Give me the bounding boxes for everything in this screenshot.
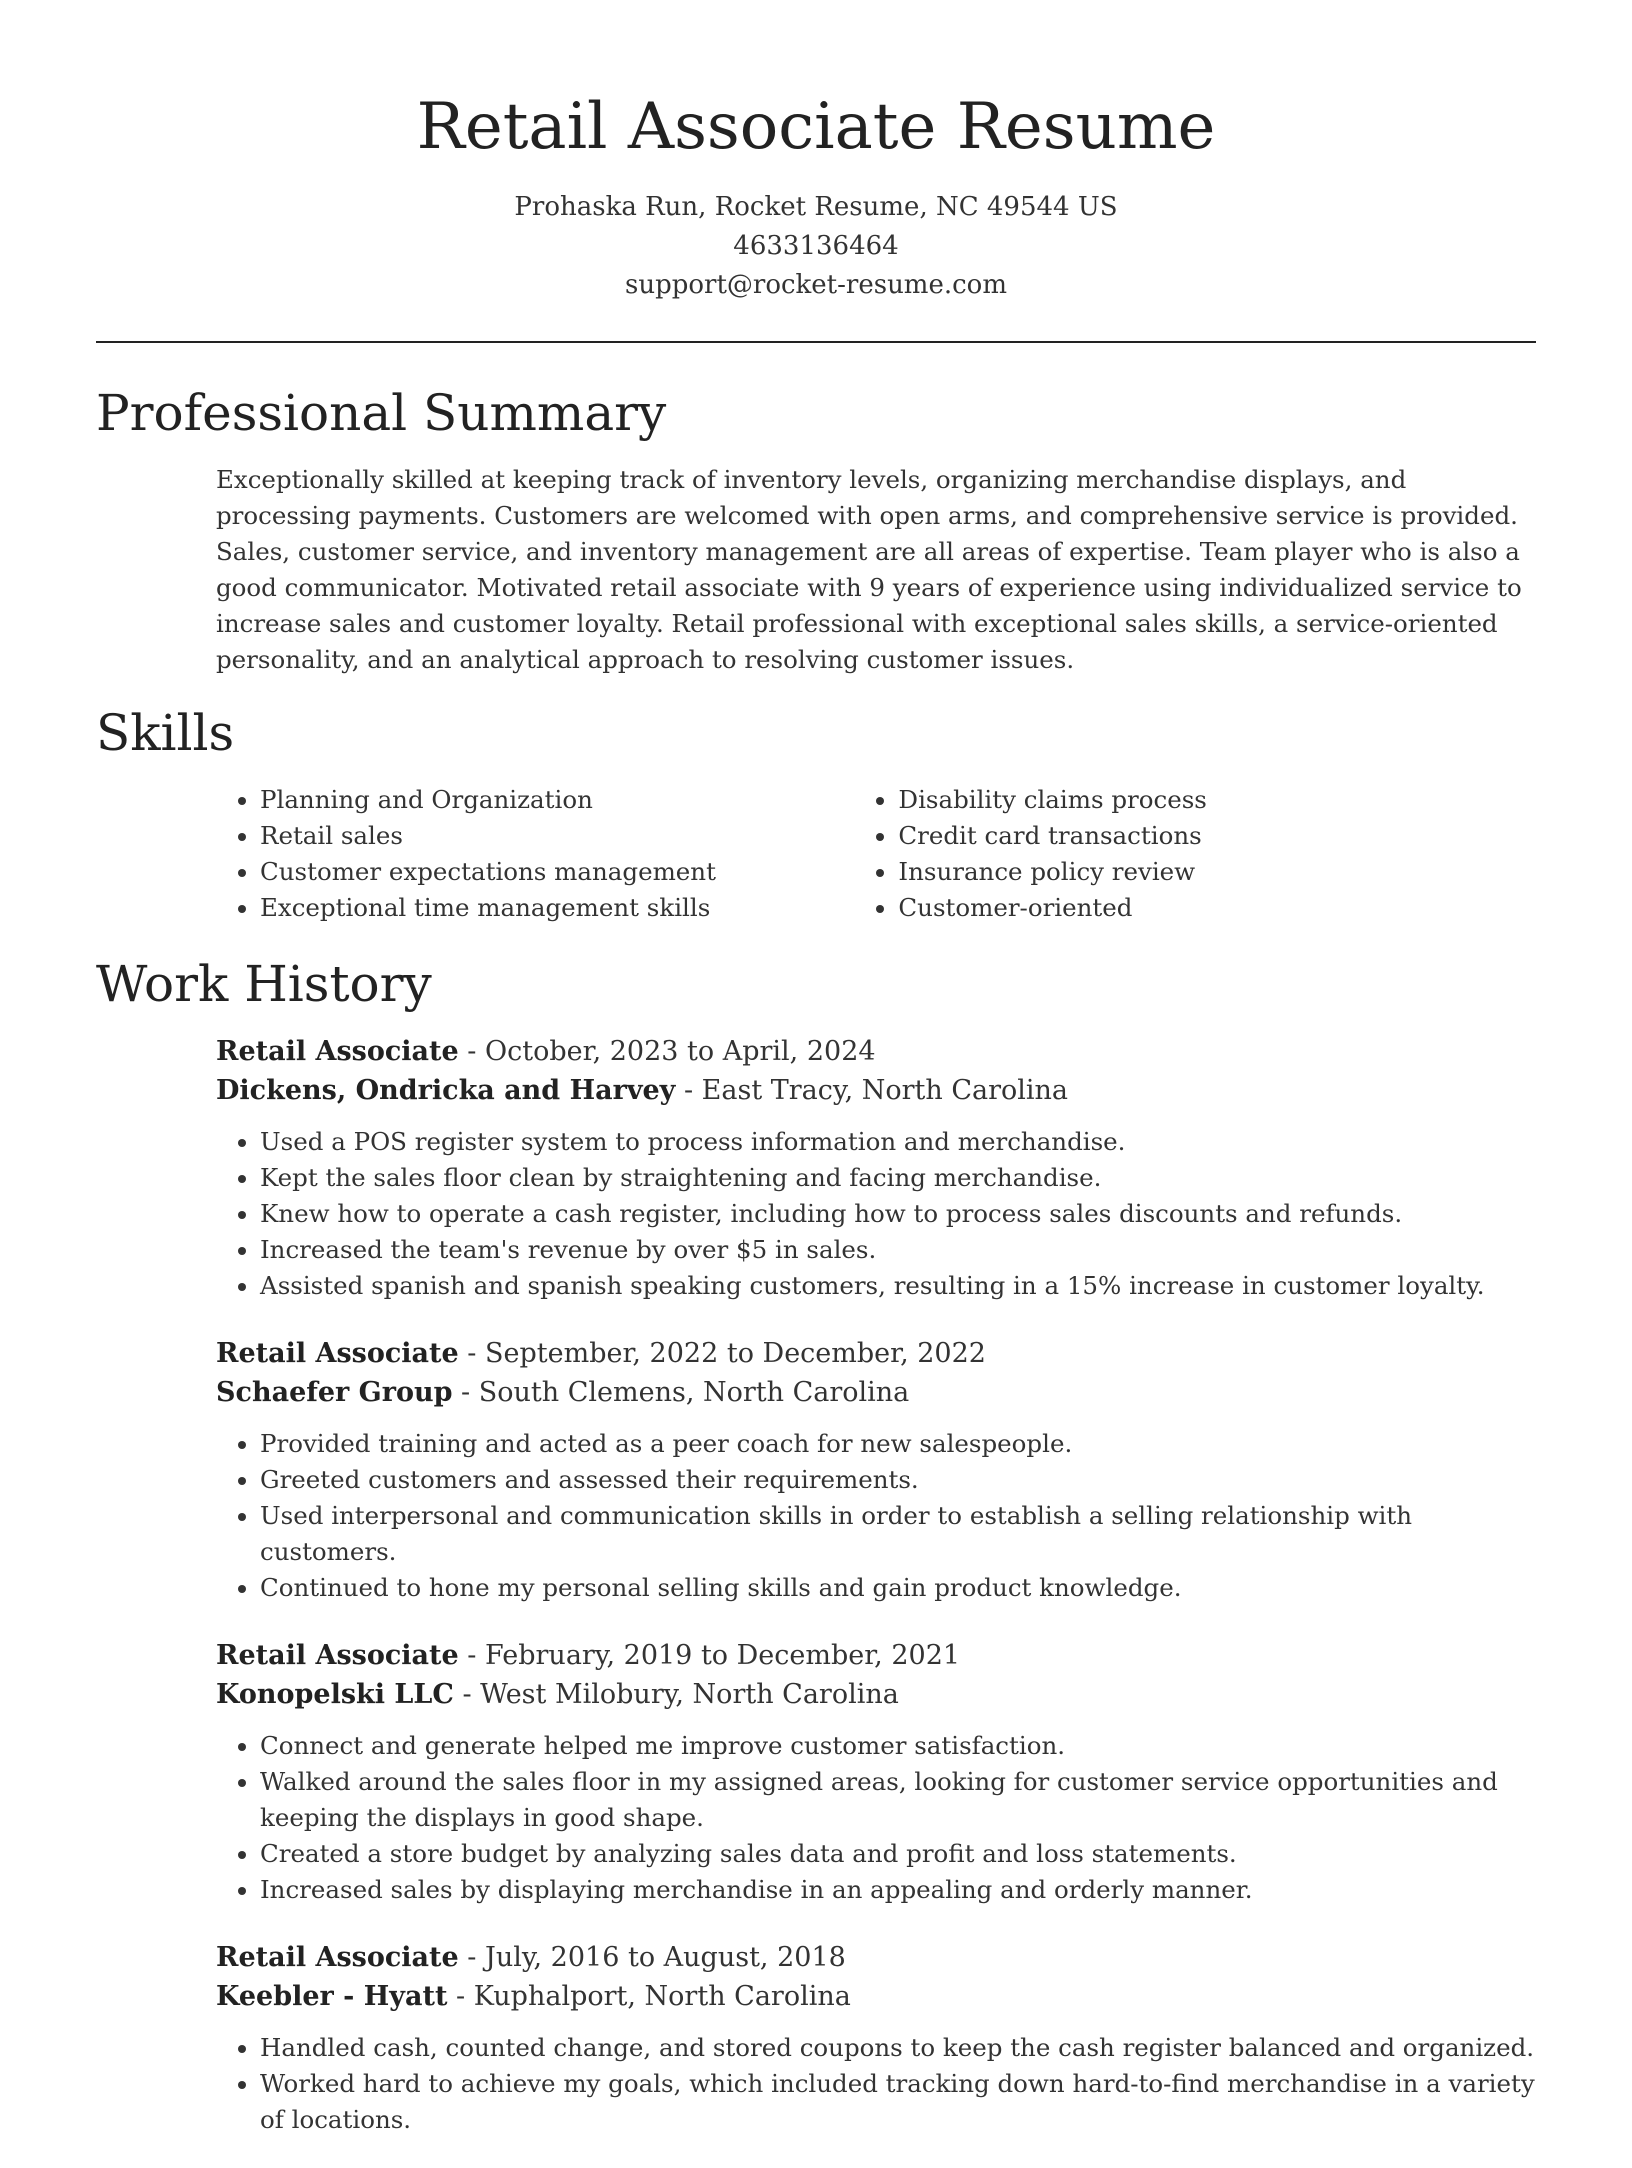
- job-company: Keebler - Hyatt: [216, 1981, 448, 2012]
- job-bullet: • Continued to hone my personal selling skills and gain product knowledge.: [260, 1570, 1536, 1606]
- work-history-section: [216, 1032, 1536, 2168]
- job-company: Dickens, Ondricka and Harvey: [216, 1075, 676, 1106]
- skill-item: • Insurance policy review: [898, 854, 1536, 890]
- job-entry: [216, 1636, 1536, 1908]
- job-bullet: • Provided training and acted as a peer coach for new salespeople.: [260, 1426, 1536, 1462]
- job-title: Retail Associate: [216, 1640, 459, 1671]
- job-bullet: • Connect and generate helped me improve customer satisfaction.: [260, 1728, 1536, 1764]
- job-title-line: Retail Associate - October, 2023 to April, 2024: [216, 1036, 876, 1067]
- job-entry: [216, 1032, 1536, 1304]
- job-location: West Milobury, North Carolina: [480, 1679, 899, 1710]
- job-entry: [216, 1938, 1536, 2138]
- contact-email: support@rocket-resume.com: [624, 270, 1007, 300]
- summary-heading: Professional Summary: [96, 384, 667, 442]
- job-bullets: [216, 1728, 1536, 1908]
- job-bullets: [216, 1426, 1536, 1606]
- job-bullet: • Used a POS register system to process information and merchandise.: [260, 1124, 1536, 1160]
- job-bullet: • Created a store budget by analyzing sales data and profit and loss statements.: [260, 1836, 1536, 1872]
- summary-text: Exceptionally skilled at keeping track of inventory levels, organizing merchandise displays, and processing payments. Customers are welcomed with open arms, and comprehensive service is provided. Sales, customer service, and inventory management are all areas of expertise. Team player who is also a good communicator. Motivated retail associate with 9 years of experience using individualized service to increase sales and customer loyalty. Retail professional with exceptional sales skills, a service-oriented personality, and an analytical approach to resolving customer issues.: [216, 465, 1522, 674]
- job-title-line: Retail Associate - July, 2016 to August, 2018: [216, 1942, 846, 1973]
- job-company: Konopelski LLC: [216, 1679, 454, 1710]
- job-company-line: Dickens, Ondricka and Harvey - East Tracy, North Carolina: [216, 1075, 1069, 1106]
- job-dates: September, 2022 to December, 2022: [485, 1338, 986, 1369]
- job-bullet: • Walked around the sales floor in my assigned areas, looking for customer service opportunities and keeping the displays in good shape.: [260, 1764, 1536, 1836]
- job-bullet: • Assisted spanish and spanish speaking customers, resulting in a 15% increase in customer loyalty.: [260, 1268, 1536, 1304]
- contact-phone: 4633136464: [733, 231, 899, 261]
- skill-item: • Retail sales: [260, 818, 854, 854]
- skills-heading: Skills: [96, 704, 235, 762]
- job-location: South Clemens, North Carolina: [478, 1377, 910, 1408]
- job-bullet: • Worked hard to achieve my goals, which included tracking down hard-to-find merchandise in a variety of locations.: [260, 2066, 1536, 2138]
- job-bullets: [216, 1124, 1536, 1304]
- resume-header: [0, 0, 1632, 305]
- job-location: East Tracy, North Carolina: [701, 1075, 1069, 1106]
- job-title-line: Retail Associate - February, 2019 to December, 2021: [216, 1640, 961, 1671]
- job-bullet: • Greeted customers and assessed their requirements.: [260, 1462, 1536, 1498]
- job-title: Retail Associate: [216, 1338, 459, 1369]
- job-bullet: • Increased the team's revenue by over $5 in sales.: [260, 1232, 1536, 1268]
- job-bullet: • Knew how to operate a cash register, including how to process sales discounts and refunds.: [260, 1196, 1536, 1232]
- skill-item: • Customer expectations management: [260, 854, 854, 890]
- job-bullets: [216, 2030, 1536, 2138]
- header-divider: [96, 341, 1536, 343]
- skills-column-2: [854, 782, 1536, 926]
- job-bullet: • Handled cash, counted change, and stored coupons to keep the cash register balanced and organized.: [260, 2030, 1536, 2066]
- skills-section: [216, 782, 1536, 926]
- skills-column-1: [216, 782, 854, 926]
- job-dates: February, 2019 to December, 2021: [485, 1640, 961, 1671]
- job-dates: October, 2023 to April, 2024: [485, 1036, 876, 1067]
- job-title: Retail Associate: [216, 1942, 459, 1973]
- work-history-heading: Work History: [96, 955, 432, 1013]
- job-company-line: Keebler - Hyatt - Kuphalport, North Carolina: [216, 1981, 851, 2012]
- job-company-line: Konopelski LLC - West Milobury, North Carolina: [216, 1679, 899, 1710]
- job-company: Schaefer Group: [216, 1377, 453, 1408]
- skill-item: • Exceptional time management skills: [260, 890, 854, 926]
- resume-title: Retail Associate Resume: [416, 90, 1216, 164]
- job-bullet: • Used interpersonal and communication skills in order to establish a selling relationship with customers.: [260, 1498, 1536, 1570]
- job-dates: July, 2016 to August, 2018: [485, 1942, 846, 1973]
- job-bullet: • Increased sales by displaying merchandise in an appealing and orderly manner.: [260, 1872, 1536, 1908]
- job-company-line: Schaefer Group - South Clemens, North Carolina: [216, 1377, 910, 1408]
- skill-item: • Customer-oriented: [898, 890, 1536, 926]
- skill-item: • Planning and Organization: [260, 782, 854, 818]
- job-location: Kuphalport, North Carolina: [473, 1981, 851, 2012]
- contact-address: Prohaska Run, Rocket Resume, NC 49544 US: [514, 192, 1118, 222]
- job-title: Retail Associate: [216, 1036, 459, 1067]
- contact-block: [0, 188, 1632, 305]
- skill-item: • Credit card transactions: [898, 818, 1536, 854]
- job-entry: [216, 1334, 1536, 1606]
- job-bullet: • Kept the sales floor clean by straightening and facing merchandise.: [260, 1160, 1536, 1196]
- summary-section: [216, 462, 1536, 678]
- job-title-line: Retail Associate - September, 2022 to December, 2022: [216, 1338, 986, 1369]
- skills-grid: [216, 782, 1536, 926]
- skill-item: • Disability claims process: [898, 782, 1536, 818]
